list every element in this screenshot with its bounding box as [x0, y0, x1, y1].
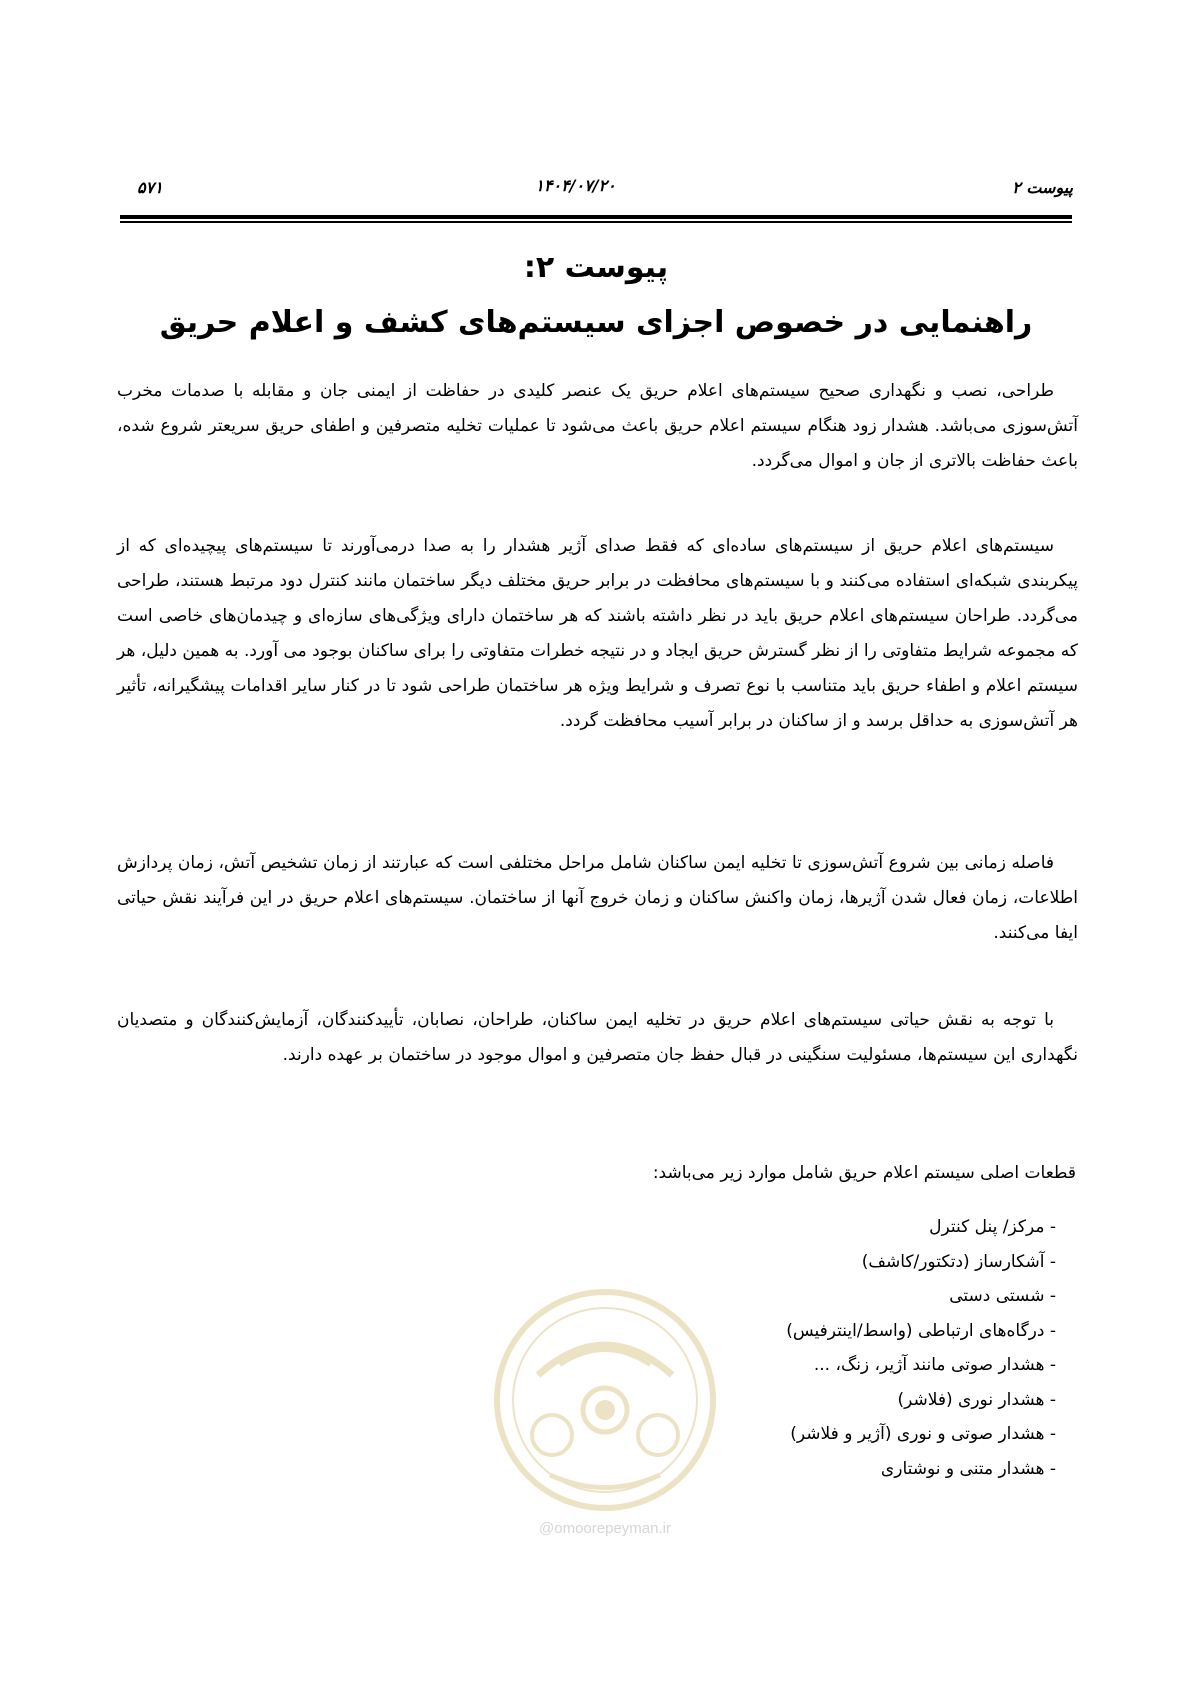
header-section: پیوست ۲: [1012, 178, 1073, 197]
paragraph-2: سیستم‌های اعلام حریق از سیستم‌های ساده‌ای که فقط صدای آژیر هشدار را به صدا درمی‌آورند تا سیستم‌های پیچیده‌ای که از پیکربندی شبکه‌ای استفاده می‌کنند و با سیستم‌های محافظت در برابر حریق مختلف دیگر ساختمان مانند کنترل دود مرتبط هستند، طراحی می‌گردد. طراحان سیستم‌های اعلام حریق باید در نظر داشته باشند که هر ساختمان دارای ویژگی‌های سازه‌ای و چیدمان‌های خاصی است که مجموعه شرایط متفاوتی را از نظر گسترش حریق ایجاد و در نتیجه خطرات متفاوتی را برای ساکنان بوجود می آورد. به همین دلیل، هر سیستم اعلام و اطفاء حریق باید متناسب با نوع تصرف و شرایط ویژه هر ساختمان طراحی شود تا در کنار سایر اقدامات پیشگیرانه، تأثیر هر آتش‌سوزی به حداقل برسد و از ساکنان در برابر آسیب محافظت گردد.: [117, 536, 1078, 731]
list-item: - مرکز/ پنل کنترل: [929, 1217, 1056, 1237]
watermark-logo: [490, 1285, 720, 1545]
appendix-subtitle: راهنمایی در خصوص اجزای سیستم‌های کشف و اعلام حریق: [159, 305, 1033, 340]
list-item: - هشدار صوتی مانند آژیر، زنگ، ...: [813, 1355, 1056, 1375]
paragraph-1: طراحی، نصب و نگهداری صحیح سیستم‌های اعلام حریق یک عنصر کلیدی در حفاظت از ایمنی جان و مقابله با صدمات مخرب آتش‌سوزی می‌باشد. هشدار زود هنگام سیستم اعلام حریق باعث می‌شود تا عملیات تخلیه متصرفین و اطفای حریق سریعتر شروع شده، باعث حفاظت بالاتری از جان و اموال می‌گردد.: [117, 381, 1078, 471]
list-intro: قطعات اصلی سیستم اعلام حریق شامل موارد زیر می‌باشد:: [652, 1163, 1076, 1183]
list-item: - هشدار نوری (فلاشر): [897, 1389, 1056, 1410]
header-date: ۱۴۰۴/۰۷/۲۰: [535, 176, 616, 195]
parts-list: [786, 1210, 1056, 1486]
list-item: - درگاه‌های ارتباطی (واسط/اینترفیس): [786, 1320, 1056, 1341]
list-item: - هشدار متنی و نوشتاری: [880, 1458, 1056, 1479]
seal-icon: [490, 1285, 720, 1515]
header-rule-thick: [120, 215, 1072, 219]
appendix-title: پیوست ۲:: [523, 250, 669, 285]
watermark-url: @omoorepeyman.ir: [539, 1520, 671, 1537]
list-item: - شستی دستی: [949, 1286, 1056, 1306]
page-number: ۵۷۱: [137, 178, 163, 197]
list-item: - هشدار صوتی و نوری (آژیر و فلاشر): [790, 1424, 1056, 1444]
header-rule-thin: [120, 221, 1072, 223]
list-item: - آشکارساز (دتکتور/کاشف): [861, 1251, 1056, 1272]
paragraph-3: فاصله زمانی بین شروع آتش‌سوزی تا تخلیه ایمن ساکنان شامل مراحل مختلفی است که عبارتند از زمان تشخیص آتش، زمان پردازش اطلاعات، زمان فعال شدن آژیرها، زمان واکنش ساکنان و زمان خروج آنها از ساختمان. سیستم‌های اعلام حریق در این فرآیند نقش حیاتی ایفا می‌کنند.: [117, 853, 1078, 943]
paragraph-4: با توجه به نقش حیاتی سیستم‌های اعلام حریق در تخلیه ایمن ساکنان، طراحان، نصابان، تأییدکنندگان، آزمایش‌کنندگان و متصدیان نگهداری این سیستم‌ها، مسئولیت سنگینی در قبال حفظ جان متصرفین و اموال موجود در ساختمان بر عهده دارند.: [117, 1010, 1078, 1065]
